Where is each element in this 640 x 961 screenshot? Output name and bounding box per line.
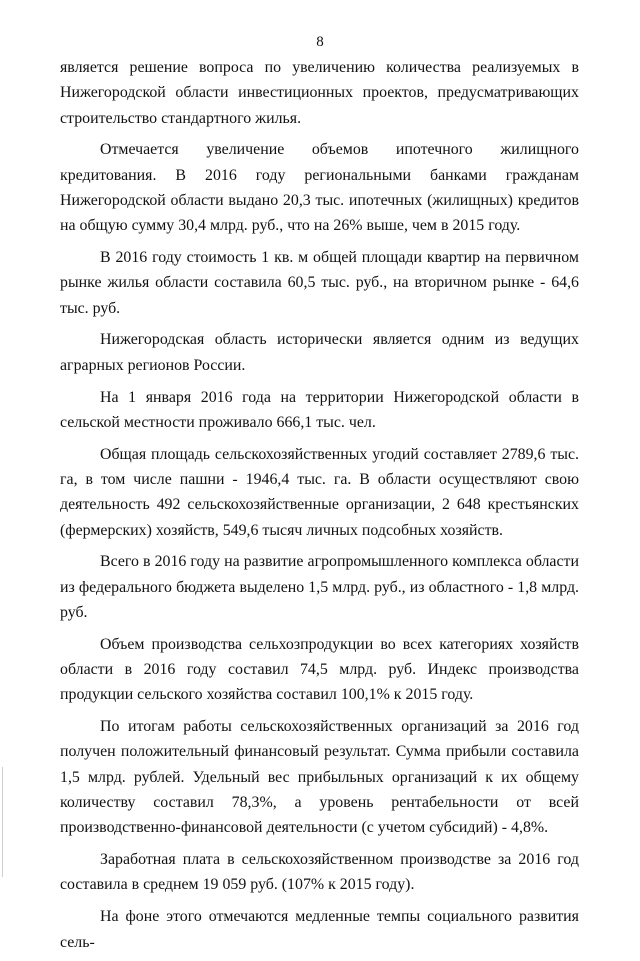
paragraph-housing-price: В 2016 году стоимость 1 кв. м общей площади квартир на первичном рынке жилья области составила 60,5 тыс. руб., на вторичном рынке - 64,6 тыс. руб. <box>60 249 579 317</box>
paragraph-rural-population: На 1 января 2016 года на территории Нижегородской области в сельской местности проживало 666,1 тыс. чел. <box>60 388 579 431</box>
paragraph-mortgage: Отмечается увеличение объемов ипотечного жилищного кредитования. В 2016 году региональными банками гражданам Нижегородской области выдано 20,3 тыс. ипотечных (жилищных) кредитов на общую сумму 30,4 млрд. руб., что на 26% выше, чем в 2015 году. <box>60 141 579 235</box>
paragraph-social-development: На фоне этого отмечаются медленные темпы социального развития сель- <box>60 908 579 951</box>
paragraph-agrarian-region: Нижегородская область исторически является одним из ведущих аграрных регионов России. <box>60 331 579 374</box>
paragraph-budget: Всего в 2016 году на развитие агропромышленного комплекса области из федерального бюджета выделено 1,5 млрд. руб., из областного - 1,8 млрд. руб. <box>60 553 579 621</box>
paragraph-continuation: является решение вопроса по увеличению количества реализуемых в Нижегородской области инвестиционных проектов, предусматривающих строительство стандартного жилья. <box>60 59 579 127</box>
page-number: 8 <box>316 34 324 50</box>
paragraph-production: Объем производства сельхозпродукции во всех категориях хозяйств области в 2016 году составил 74,5 млрд. руб. Индекс производства продукции сельского хозяйства составил 100,1% к 2015 году. <box>60 635 579 704</box>
paragraph-financial-result: По итогам работы сельскохозяйственных организаций за 2016 год получен положительный финансовый результат. Сумма прибыли составила 1,5 млрд. рублей. Удельный вес прибыльных организаций к их общему количеству составил 78,3%, а уровень рентабельности от всей производственно-финансовой деятельности (с учетом субсидий) - 4,8%. <box>60 718 579 837</box>
document-body <box>60 55 579 961</box>
paragraph-farmland: Общая площадь сельскохозяйственных угодий составляет 2789,6 тыс. га, в том числе пашни - 1946,4 тыс. га. В области осуществляют свою деятельность 492 сельскохозяйственные организации, 2 648 крестьянских (фермерских) хозяйств, 549,6 тысяч личных подсобных хозяйств. <box>60 445 579 539</box>
paragraph-wages: Заработная плата в сельскохозяйственном производстве за 2016 год составила в среднем 19 059 руб. (107% к 2015 году). <box>60 851 579 894</box>
scan-edge-line <box>2 767 3 877</box>
